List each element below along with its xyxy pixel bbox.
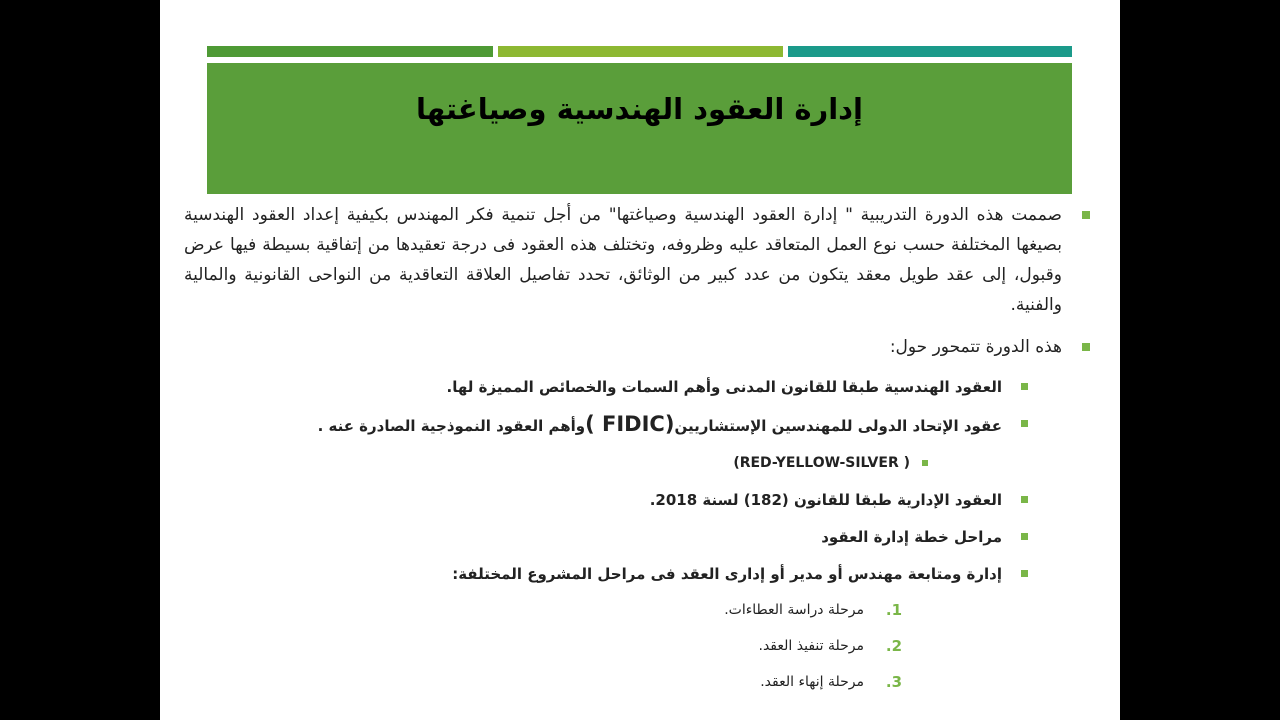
square-bullet-icon xyxy=(1082,211,1090,219)
list-item xyxy=(184,524,1096,550)
phase-number: 1. xyxy=(885,601,902,619)
list-item-text-after: وأهم العقود النموذجية الصادرة عنه . xyxy=(317,417,586,435)
content-area xyxy=(184,200,1096,706)
intro-text: صممت هذه الدورة التدريبية " إدارة العقود الهندسية وصياغتها" من أجل تنمية فكر المهندس بكيفية إعداد العقود الهندسية بصيغها المختلفة حسب نوع العمل المتعاقد عليه وظروفه، وتختلف هذه العقود فى درجة تعقيدها من إتفاقية بسيطة فيها عرض وقبول، إلى عقد طويل معقد يتكون من عدد كبير من الوثائق، تحدد تفاصيل العلاقة التعاقدية من النواحى القانونية والمالية والفنية. xyxy=(184,205,1062,315)
topics-heading: هذه الدورة تتمحور حول: xyxy=(889,337,1062,357)
square-bullet-icon xyxy=(1021,420,1028,427)
title-banner xyxy=(207,63,1072,194)
square-bullet-icon xyxy=(1082,343,1090,351)
list-item xyxy=(184,487,1096,513)
square-bullet-icon xyxy=(1021,533,1028,540)
sub-list-item xyxy=(184,450,1096,476)
phase-item xyxy=(184,598,1096,622)
phase-number: 3. xyxy=(885,673,902,691)
phase-text: مرحلة إنهاء العقد. xyxy=(760,674,864,690)
fidic-label: (FIDIC ) xyxy=(585,412,675,436)
sub-list-item-text: (RED-YELLOW-SILVER ) xyxy=(733,455,910,471)
square-bullet-icon xyxy=(1021,496,1028,503)
slide xyxy=(160,0,1120,720)
phase-item xyxy=(184,634,1096,658)
list-item-text: مراحل خطة إدارة العقود xyxy=(821,528,1002,546)
bullet-paragraph-intro xyxy=(184,200,1096,320)
list-item-text: إدارة ومتابعة مهندس أو مدير أو إدارى العقد فى مراحل المشروع المختلفة: xyxy=(452,565,1002,583)
list-item xyxy=(184,411,1096,439)
square-bullet-icon xyxy=(1021,383,1028,390)
slide-title: إدارة العقود الهندسية وصياغتها xyxy=(416,91,863,126)
list-item-text-before: عقود الإتحاد الدولى للمهندسين الإستشاريين xyxy=(674,417,1002,435)
bullet-paragraph-topics xyxy=(184,332,1096,362)
header-bar-right xyxy=(788,46,1072,57)
phase-text: مرحلة دراسة العطاءات. xyxy=(724,602,864,618)
header-bar-left xyxy=(207,46,493,57)
list-item-text: العقود الإدارية طبقا للقانون (182) لسنة 2018. xyxy=(649,491,1002,509)
phase-item xyxy=(184,670,1096,694)
header-bar-middle xyxy=(498,46,783,57)
square-bullet-icon xyxy=(1021,570,1028,577)
list-item xyxy=(184,561,1096,587)
phase-text: مرحلة تنفيذ العقد. xyxy=(758,638,864,654)
list-item-text: العقود الهندسية طبقا للقانون المدنى وأهم السمات والخصائص المميزة لها. xyxy=(446,378,1002,396)
square-bullet-icon xyxy=(922,460,928,466)
list-item xyxy=(184,374,1096,400)
phase-number: 2. xyxy=(885,637,902,655)
